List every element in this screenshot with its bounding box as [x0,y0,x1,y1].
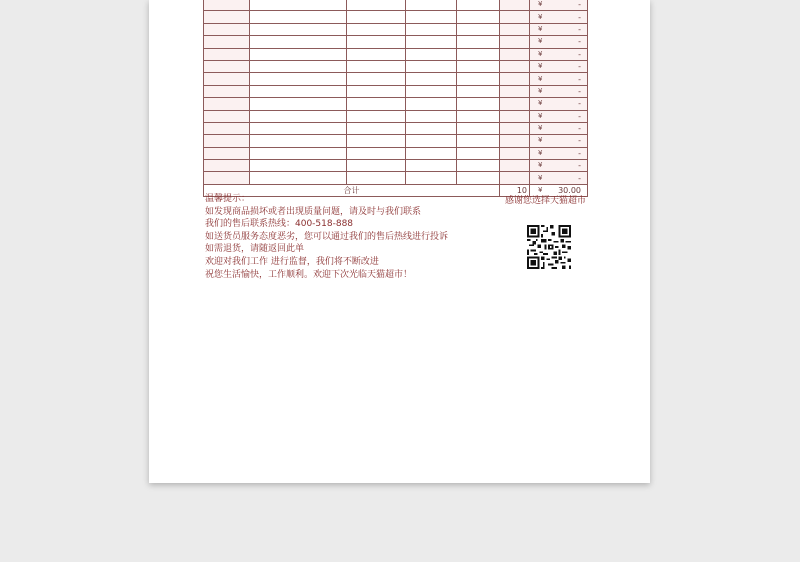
tips-line: 如发现商品损坏或者出现质量问题，请及时与我们联系 [205,206,422,217]
table-cell [406,0,457,11]
table-cell [457,147,500,159]
table-cell [406,36,457,48]
table-cell [347,48,406,60]
table-row [204,122,588,134]
row-amount: - [548,60,588,72]
table-cell [250,48,347,60]
table-cell [250,73,347,85]
row-amount: - [548,85,588,97]
table-cell [457,0,500,11]
table-row [204,135,588,147]
table-row [204,172,588,184]
table-cell [500,11,530,23]
tips-line: 如需退货，请随返回此单 [205,244,305,255]
table-row [204,11,588,23]
table-cell [406,110,457,122]
table-cell [457,48,500,60]
row-amount: - [548,98,588,110]
tips-line: 我们的售后联系热线：400-518-888 [205,219,354,230]
table-cell [250,98,347,110]
table-cell [500,36,530,48]
qr-code-icon [527,225,571,269]
row-currency: ¥ [530,98,548,110]
table-cell [347,98,406,110]
table-cell [347,11,406,23]
table-row [204,60,588,72]
table-cell [250,122,347,134]
total-label: 合计 [204,184,500,196]
table-row [204,73,588,85]
table-cell [457,36,500,48]
thanks-text: 感谢您选择天猫超市 [505,196,587,206]
table-cell [457,98,500,110]
row-currency: ¥ [530,60,548,72]
table-cell [406,135,457,147]
table-cell [500,147,530,159]
table-cell [250,11,347,23]
table-cell [406,73,457,85]
row-currency: ¥ [530,0,548,11]
table-cell [250,36,347,48]
row-amount: - [548,122,588,134]
table-cell [347,85,406,97]
tips-line: 温馨提示： [205,194,251,204]
table-cell [204,85,250,97]
total-currency: ¥ [530,184,548,196]
table-cell [500,0,530,11]
table-cell [250,0,347,11]
table-cell [204,122,250,134]
table-cell [250,135,347,147]
table-cell [457,60,500,72]
row-amount: - [548,0,588,11]
table-cell [406,60,457,72]
table-row [204,98,588,110]
table-cell [500,98,530,110]
table-cell [406,160,457,172]
table-cell [347,110,406,122]
table-cell [347,122,406,134]
total-amount: 30.00 [548,184,588,196]
table-row [204,23,588,35]
table-cell [406,85,457,97]
table-cell [347,73,406,85]
row-currency: ¥ [530,172,548,184]
table-cell [500,110,530,122]
row-currency: ¥ [530,11,548,23]
row-currency: ¥ [530,73,548,85]
row-currency: ¥ [530,36,548,48]
table-cell [250,147,347,159]
table-cell [347,135,406,147]
table-row [204,0,588,11]
table-cell [500,122,530,134]
table-cell [347,23,406,35]
warm-tips [205,193,448,281]
table-cell [500,48,530,60]
row-amount: - [548,135,588,147]
table-cell [457,135,500,147]
table-cell [457,160,500,172]
table-cell [457,110,500,122]
row-amount: - [548,36,588,48]
table-cell [457,73,500,85]
row-amount: - [548,48,588,60]
row-amount: - [548,160,588,172]
table-cell [406,23,457,35]
table-row [204,160,588,172]
row-amount: - [548,147,588,159]
table-cell [406,172,457,184]
table-cell [250,172,347,184]
table-cell [204,60,250,72]
row-amount: - [548,23,588,35]
table-cell [500,85,530,97]
table-row [204,48,588,60]
table-cell [457,11,500,23]
table-cell [204,23,250,35]
receipt-table [203,0,588,197]
table-cell [204,36,250,48]
table-cell [204,73,250,85]
row-currency: ¥ [530,122,548,134]
table-cell [500,172,530,184]
table-cell [457,85,500,97]
table-cell [347,0,406,11]
table-cell [500,23,530,35]
table-cell [500,135,530,147]
table-cell [500,60,530,72]
table-cell [347,36,406,48]
tips-line: 如送货员服务态度恶劣，您可以通过我们的售后热线进行投诉 [205,231,449,242]
row-amount: - [548,11,588,23]
table-row [204,147,588,159]
table-cell [457,172,500,184]
row-currency: ¥ [530,23,548,35]
total-quantity: 10 [500,184,530,196]
table-cell [204,0,250,11]
row-amount: - [548,172,588,184]
table-cell [406,122,457,134]
row-currency: ¥ [530,135,548,147]
table-cell [204,135,250,147]
table-cell [204,160,250,172]
table-cell [406,11,457,23]
tips-line: 欢迎对我们工作 进行监督，我们将不断改进 [205,256,379,267]
table-cell [347,172,406,184]
table-cell [250,60,347,72]
table-cell [250,110,347,122]
table-cell [500,73,530,85]
row-currency: ¥ [530,48,548,60]
table-cell [250,23,347,35]
table-cell [204,110,250,122]
row-amount: - [548,110,588,122]
row-currency: ¥ [530,147,548,159]
row-currency: ¥ [530,160,548,172]
table-cell [347,60,406,72]
table-cell [347,160,406,172]
table-cell [457,122,500,134]
table-cell [406,147,457,159]
table-cell [406,98,457,110]
row-currency: ¥ [530,110,548,122]
table-row [204,110,588,122]
table-cell [204,98,250,110]
row-amount: - [548,73,588,85]
table-cell [204,11,250,23]
table-cell [500,160,530,172]
table-cell [457,23,500,35]
table-row [204,36,588,48]
row-currency: ¥ [530,85,548,97]
table-cell [204,172,250,184]
table-cell [406,48,457,60]
table-cell [347,147,406,159]
table-row [204,85,588,97]
tips-line: 祝您生活愉快，工作顺利。欢迎下次光临天猫超市！ [205,269,413,280]
table-cell [250,85,347,97]
table-cell [250,160,347,172]
table-cell [204,147,250,159]
table-cell [204,48,250,60]
